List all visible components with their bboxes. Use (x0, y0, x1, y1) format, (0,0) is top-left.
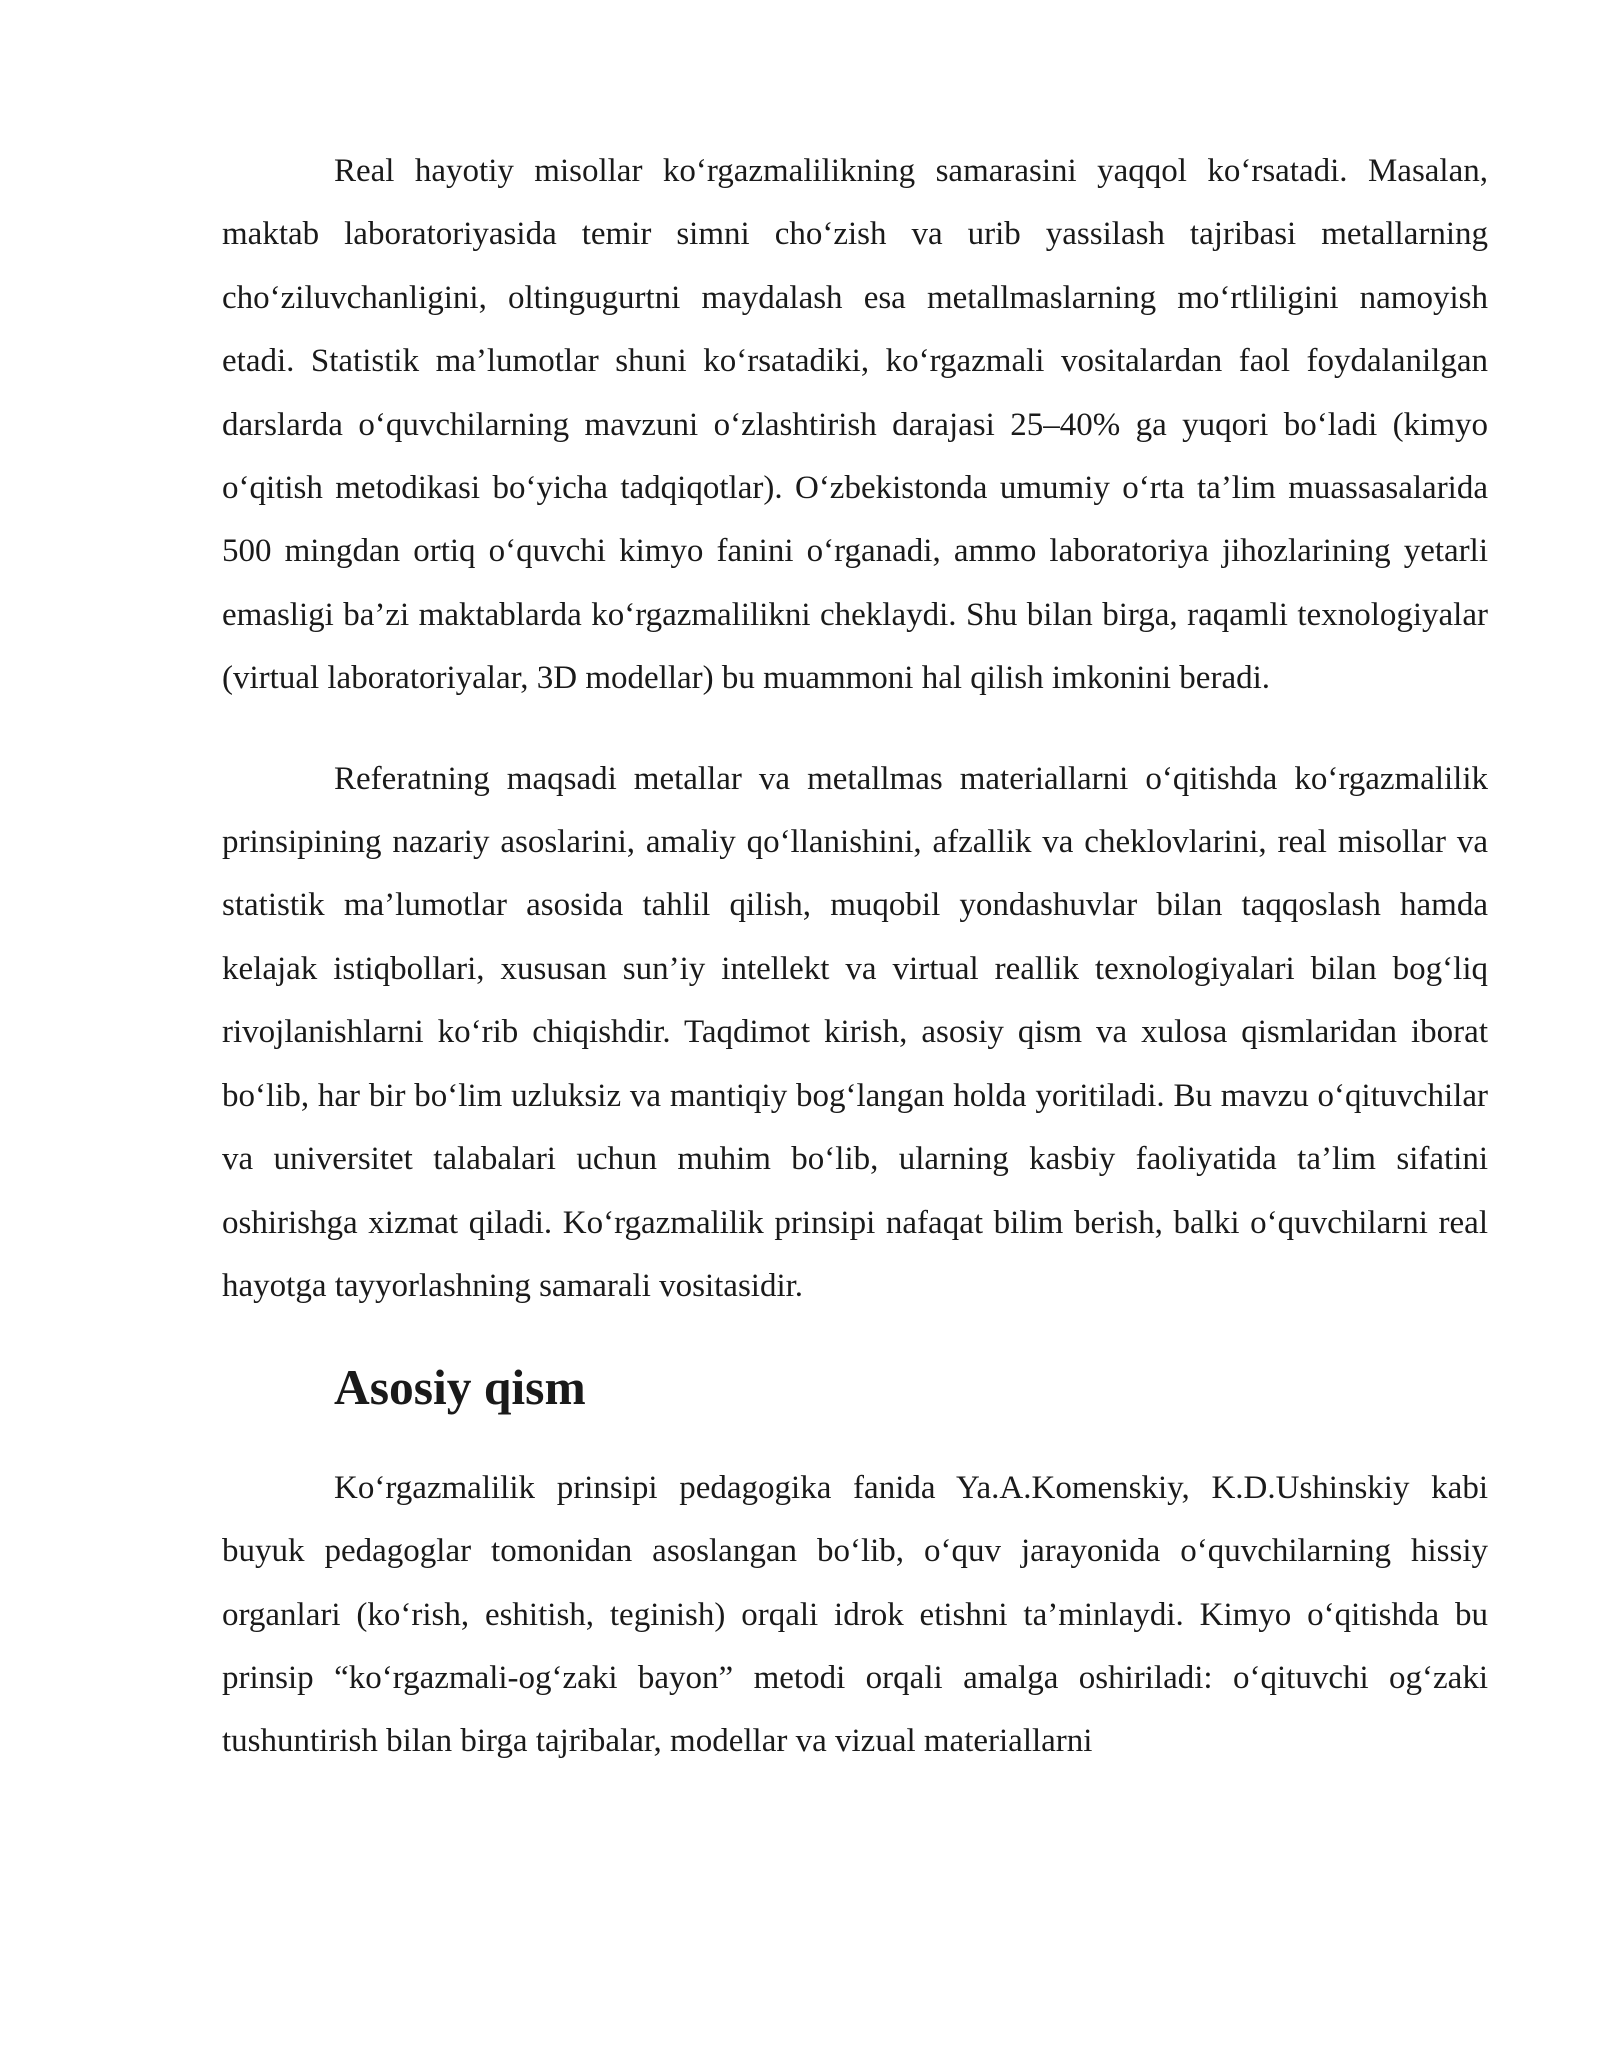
section-heading: Asosiy qism (334, 1360, 586, 1416)
paragraph-real-examples: Real hayotiy misollar ko‘rgazmalilikning samarasini yaqqol ko‘rsatadi. Masalan, maktab laboratoriyasida temir simni cho‘zish va urib yassilash tajribasi metallarning cho‘ziluvchanligini, oltingugurtni maydalash esa metallmaslarning mo‘rtliligini namoyish etadi. Statistik ma’lumotlar shuni ko‘rsatadiki, ko‘rgazmali vositalardan faol foydalanilgan darslarda o‘quvchilarning mavzuni o‘zlashtirish darajasi 25–40% ga yuqori bo‘ladi (kimyo o‘qitish metodikasi bo‘yicha tadqiqotlar). O‘zbekistonda umumiy o‘rta ta’lim muassasalarida 500 mingdan ortiq o‘quvchi kimyo fanini o‘rganadi, ammo laboratoriya jihozlarining yetarli emasligi ba’zi maktablarda ko‘rgazmalilikni cheklaydi. Shu bilan birga, raqamli texnologiyalar (virtual laboratoriyalar, 3D modellar) bu muammoni hal qilish imkonini beradi. (222, 153, 1488, 697)
document-page (222, 140, 1488, 1774)
paragraph-purpose: Referatning maqsadi metallar va metallmas materiallarni o‘qitishda ko‘rgazmalilik prinsipining nazariy asoslarini, amaliy qo‘llanishini, afzallik va cheklovlarini, real misollar va statistik ma’lumotlar asosida tahlil qilish, muqobil yondashuvlar bilan taqqoslash hamda kelajak istiqbollari, xususan sun’iy intellekt va virtual reallik texnologiyalari bilan bog‘liq rivojlanishlarni ko‘rib chiqishdir. Taqdimot kirish, asosiy qism va xulosa qismlaridan iborat bo‘lib, har bir bo‘lim uzluksiz va mantiqiy bog‘langan holda yoritiladi. Bu mavzu o‘qituvchilar va universitet talabalari uchun muhim bo‘lib, ularning kasbiy faoliyatida ta’lim sifatini oshirishga xizmat qiladi. Ko‘rgazmalilik prinsipi nafaqat bilim berish, balki o‘quvchilarni real hayotga tayyorlashning samarali vositasidir. (222, 760, 1488, 1304)
paragraph-principle: Ko‘rgazmalilik prinsipi pedagogika fanida Ya.A.Komenskiy, K.D.Ushinskiy kabi buyuk pedagoglar tomonidan asoslangan bo‘lib, o‘quv jarayonida o‘quvchilarning hissiy organlari (ko‘rish, eshitish, teginish) orqali idrok etishni ta’minlaydi. Kimyo o‘qitishda bu prinsip “ko‘rgazmali-og‘zaki bayon” metodi orqali amalga oshiriladi: o‘qituvchi og‘zaki tushuntirish bilan birga tajribalar, modellar va vizual materiallarni (222, 1469, 1488, 1760)
